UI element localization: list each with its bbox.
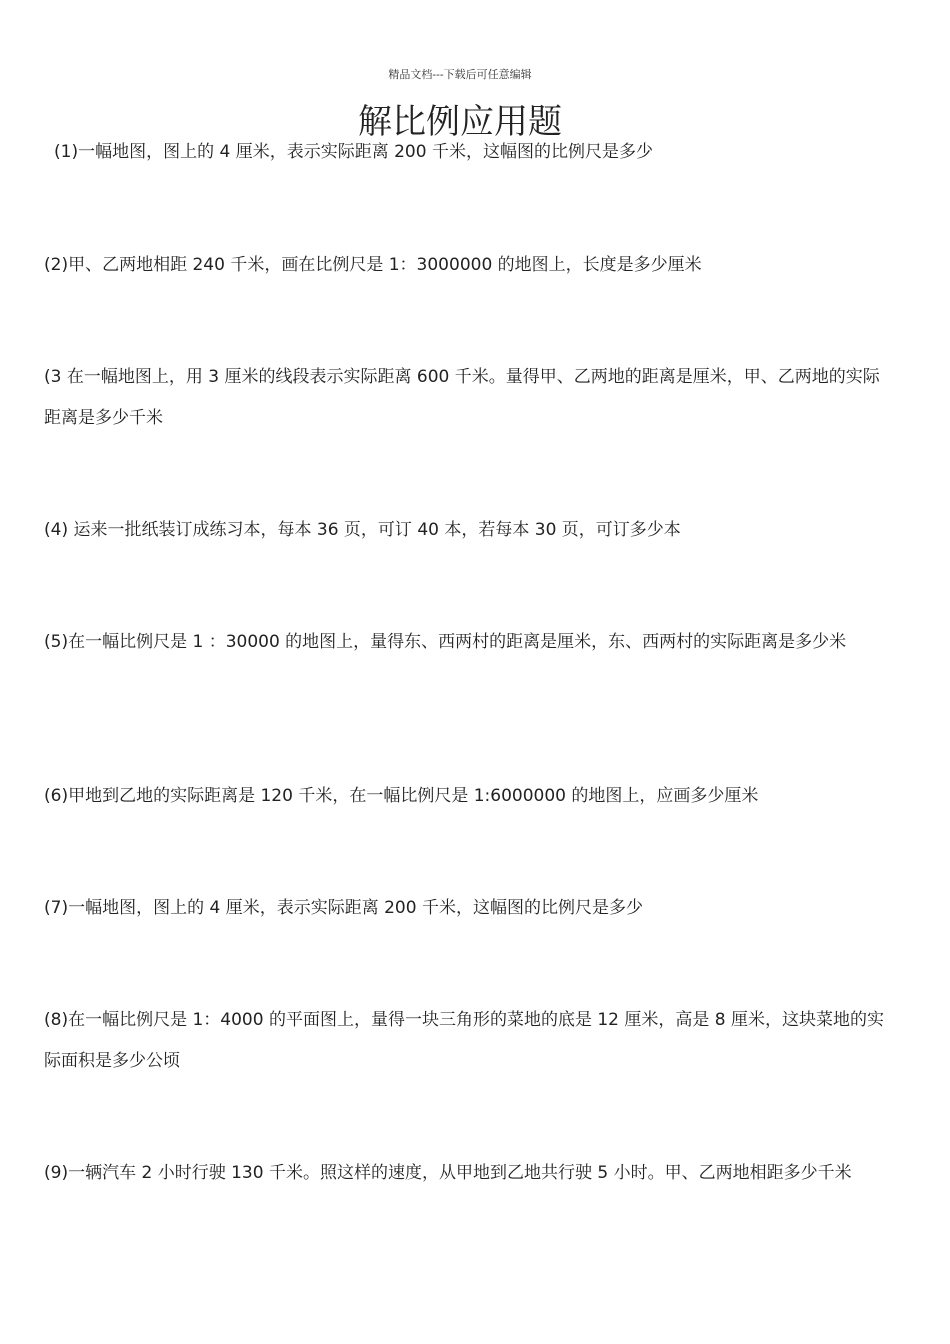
question-2: (2)甲、乙两地相距 240 千米，画在比例尺是 1：3000000 的地图上，长度是多少厘米 bbox=[44, 255, 702, 275]
question-8: (8)在一幅比例尺是 1：4000 的平面图上，量得一块三角形的菜地的底是 12 厘米，高是 8 厘米，这块菜地的实际面积是多少公顷 bbox=[44, 1010, 885, 1071]
question-4: (4) 运来一批纸装订成练习本，每本 36 页，可订 40 本，若每本 30 页，可订多少本 bbox=[44, 520, 681, 540]
question-1: (1)一幅地图，图上的 4 厘米，表示实际距离 200 千米，这幅图的比例尺是多少 bbox=[54, 142, 653, 162]
question-5: (5)在一幅比例尺是 1 ：30000 的地图上，量得东、西两村的距离是厘米，东、西两村的实际距离是多少米 bbox=[44, 632, 847, 652]
header-note: 精品文档---下载后可任意编辑 bbox=[388, 68, 532, 81]
question-3: (3 在一幅地图上，用 3 厘米的线段表示实际距离 600 千米。量得甲、乙两地的距离是厘米，甲、乙两地的实际距离是多少千米 bbox=[44, 367, 880, 428]
question-7: (7)一幅地图，图上的 4 厘米，表示实际距离 200 千米，这幅图的比例尺是多少 bbox=[44, 898, 643, 918]
question-9: (9)一辆汽车 2 小时行驶 130 千米。照这样的速度，从甲地到乙地共行驶 5 小时。甲、乙两地相距多少千米 bbox=[44, 1163, 852, 1183]
question-6: (6)甲地到乙地的实际距离是 120 千米，在一幅比例尺是 1:6000000 的地图上，应画多少厘米 bbox=[44, 786, 759, 806]
page-title: 解比例应用题 bbox=[358, 102, 562, 142]
